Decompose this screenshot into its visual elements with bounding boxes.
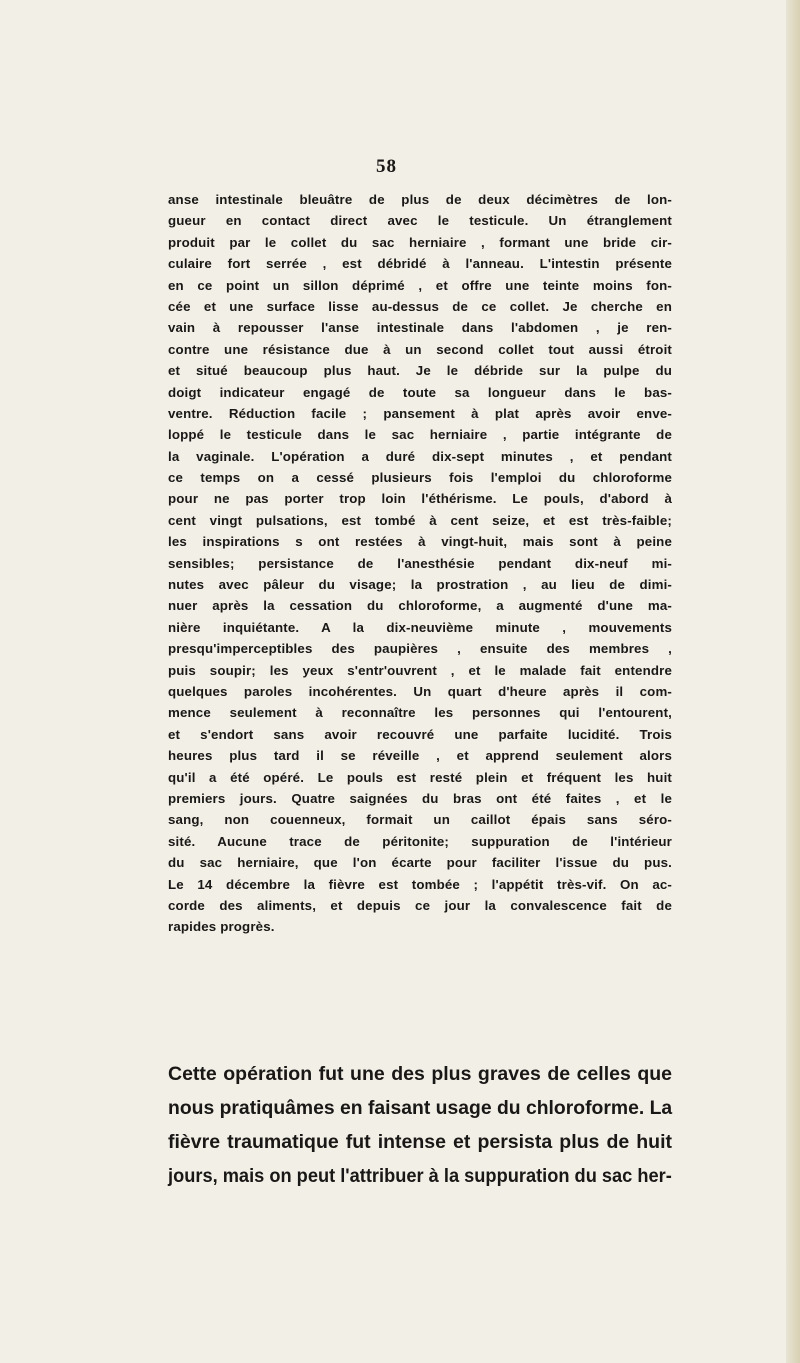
text-line: en ce point un sillon déprimé , et offre une teinte moins fon- (168, 277, 672, 293)
text-line: Cette opération fut une des plus graves de celles que (168, 1063, 672, 1085)
text-line: doigt indicateur engagé de toute sa longueur dans le bas- (168, 384, 672, 400)
text-line: ce temps on a cessé plusieurs fois l'emploi du chloroforme (168, 470, 672, 486)
commentary-paragraph (168, 1057, 672, 1193)
text-line: puis soupir; les yeux s'entr'ouvrent , et le malade fait entendre (168, 662, 672, 678)
text-line: mence seulement à reconnaître les personnes qui l'entourent, (168, 705, 672, 721)
text-line: Le 14 décembre la fièvre est tombée ; l'appétit très-vif. On ac- (168, 876, 672, 892)
text-line: quelques paroles incohérentes. Un quart d'heure après il com- (168, 683, 672, 699)
text-line: les inspirations s ont restées à vingt-huit, mais sont à peine (168, 534, 672, 550)
page-number: 58 (376, 156, 397, 177)
text-line: corde des aliments, et depuis ce jour la convalescence fait de (168, 897, 672, 913)
text-line: jours, mais on peut l'attribuer à la suppuration du sac her- (168, 1165, 672, 1187)
text-line: cent vingt pulsations, est tombé à cent seize, et est très-faible; (168, 512, 672, 528)
text-line: vain à repousser l'anse intestinale dans l'abdomen , je ren- (168, 320, 672, 336)
text-line: rapides progrès. (168, 919, 275, 935)
text-line: nous pratiquâmes en faisant usage du chloroforme. La (168, 1097, 673, 1119)
text-line: du sac herniaire, que l'on écarte pour faciliter l'issue du pus. (168, 855, 672, 871)
text-line: nuer après la cessation du chloroforme, a augmenté d'une ma- (168, 598, 672, 614)
text-line: cée et une surface lisse au-dessus de ce collet. Je cherche en (168, 298, 672, 314)
text-line: loppé le testicule dans le sac herniaire , partie intégrante de (168, 427, 672, 443)
text-line: anse intestinale bleuâtre de plus de deux décimètres de lon- (168, 192, 672, 207)
text-line: heures plus tard il se réveille , et apprend seulement alors (168, 748, 672, 764)
text-line: et s'endort sans avoir recouvré une parfaite lucidité. Trois (168, 726, 672, 742)
text-line: ventre. Réduction facile ; pansement à plat après avoir enve- (168, 405, 672, 421)
text-line: culaire fort serrée , est débridé à l'anneau. L'intestin présente (168, 256, 672, 272)
text-line: qu'il a été opéré. Le pouls est resté plein et fréquent les huit (168, 769, 672, 785)
text-line: pour ne pas porter trop loin l'éthérisme. Le pouls, d'abord à (168, 491, 672, 507)
text-line: produit par le collet du sac herniaire , formant une bride cir- (168, 234, 672, 250)
text-line: et situé beaucoup plus haut. Je le débride sur la pulpe du (168, 363, 672, 379)
page-edge (786, 0, 800, 1363)
text-line: premiers jours. Quatre saignées du bras ont été faites , et le (168, 790, 672, 806)
text-line: sensibles; persistance de l'anesthésie pendant dix-neuf mi- (168, 555, 672, 571)
text-line: sang, non couenneux, formait un caillot épais sans séro- (168, 812, 672, 828)
case-report-paragraph (168, 189, 672, 938)
text-line: fièvre traumatique fut intense et persista plus de huit (168, 1131, 672, 1153)
text-line: nière inquiétante. A la dix-neuvième minute , mouvements (168, 619, 672, 635)
text-line: la vaginale. L'opération a duré dix-sept minutes , et pendant (168, 448, 672, 464)
text-line: nutes avec pâleur du visage; la prostration , au lieu de dimi- (168, 577, 672, 593)
text-line: gueur en contact direct avec le testicule. Un étranglement (168, 213, 672, 229)
text-line: sité. Aucune trace de péritonite; suppuration de l'intérieur (168, 833, 672, 849)
text-line: presqu'imperceptibles des paupières , ensuite des membres , (168, 641, 672, 657)
text-line: contre une résistance due à un second collet tout aussi étroit (168, 341, 672, 357)
